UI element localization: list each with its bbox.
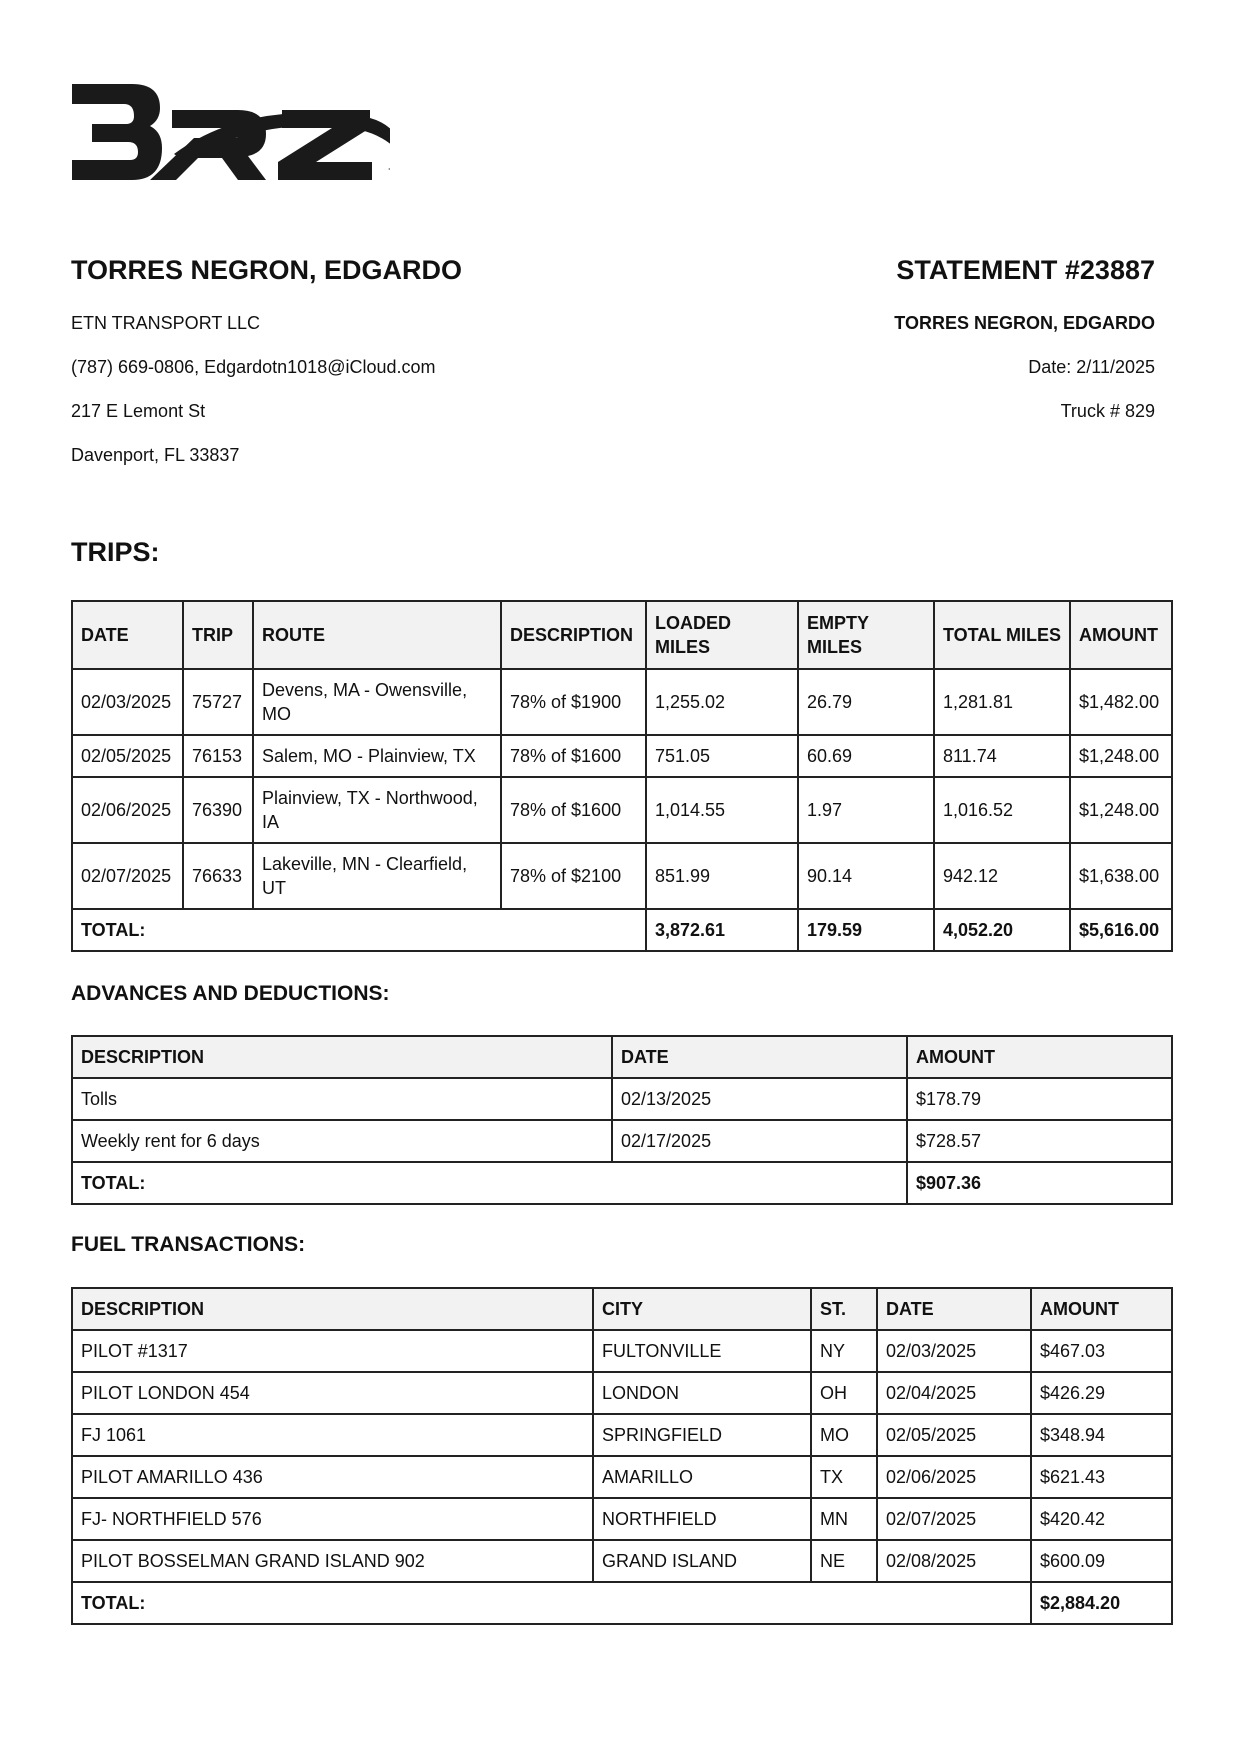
fuel-date: 02/07/2025 [877, 1498, 1031, 1540]
fuel-date: 02/05/2025 [877, 1414, 1031, 1456]
advances-total-amount: $907.36 [907, 1162, 1172, 1204]
advance-amount: $728.57 [907, 1120, 1172, 1162]
company-logo [70, 78, 390, 198]
trip-date: 02/06/2025 [72, 777, 183, 843]
col-header-loaded-miles: LOADED MILES [646, 601, 798, 669]
driver-address-street: 217 E Lemont St [71, 401, 206, 421]
fuel-date: 02/06/2025 [877, 1456, 1031, 1498]
col-header-date: DATE [72, 601, 183, 669]
advances-heading: ADVANCES AND DEDUCTIONS: [71, 982, 390, 1005]
col-header-amount: AMOUNT [1031, 1288, 1172, 1330]
advances-header-row [72, 1036, 1172, 1078]
col-header-date: DATE [877, 1288, 1031, 1330]
trips-heading: TRIPS: [71, 537, 160, 567]
trip-total-miles: 1,281.81 [934, 669, 1070, 735]
driver-name: TORRES NEGRON, EDGARDO [71, 255, 463, 285]
trip-amount: $1,482.00 [1070, 669, 1172, 735]
driver-company: ETN TRANSPORT LLC [71, 313, 261, 333]
table-row [72, 1120, 1172, 1162]
trip-date: 02/03/2025 [72, 669, 183, 735]
advance-date: 02/13/2025 [612, 1078, 907, 1120]
table-row [72, 1330, 1172, 1372]
statement-name: TORRES NEGRON, EDGARDO [894, 313, 1155, 333]
col-header-description: DESCRIPTION [72, 1288, 593, 1330]
col-header-amount: AMOUNT [907, 1036, 1172, 1078]
col-header-total-miles: TOTAL MILES [934, 601, 1070, 669]
trip-amount: $1,248.00 [1070, 735, 1172, 777]
trips-total-miles: 4,052.20 [934, 909, 1070, 951]
trip-date: 02/05/2025 [72, 735, 183, 777]
col-header-trip: TRIP [183, 601, 253, 669]
table-row [72, 777, 1172, 843]
table-row [72, 1414, 1172, 1456]
trip-number: 76153 [183, 735, 253, 777]
table-row [72, 669, 1172, 735]
advance-description: Tolls [72, 1078, 612, 1120]
advances-table [71, 1035, 1173, 1205]
driver-address-city: Davenport, FL 33837 [71, 445, 240, 465]
table-row [72, 1540, 1172, 1582]
fuel-date: 02/03/2025 [877, 1330, 1031, 1372]
trip-number: 76633 [183, 843, 253, 909]
fuel-city: FULTONVILLE [593, 1330, 811, 1372]
trip-total-miles: 942.12 [934, 843, 1070, 909]
trip-empty-miles: 1.97 [798, 777, 934, 843]
trip-description: 78% of $1600 [501, 777, 646, 843]
fuel-table [71, 1287, 1173, 1625]
fuel-amount: $420.42 [1031, 1498, 1172, 1540]
driver-contact: (787) 669-0806, Edgardotn1018@iCloud.com [71, 357, 436, 377]
fuel-total-label: TOTAL: [72, 1582, 1031, 1624]
trips-total-label: TOTAL: [72, 909, 646, 951]
trip-number: 76390 [183, 777, 253, 843]
advance-description: Weekly rent for 6 days [72, 1120, 612, 1162]
fuel-city: SPRINGFIELD [593, 1414, 811, 1456]
trips-header-row [72, 601, 1172, 669]
col-header-description: DESCRIPTION [501, 601, 646, 669]
fuel-amount: $467.03 [1031, 1330, 1172, 1372]
fuel-state: NE [811, 1540, 877, 1582]
col-header-state: ST. [811, 1288, 877, 1330]
fuel-state: MN [811, 1498, 877, 1540]
trips-table [71, 600, 1173, 952]
col-header-date: DATE [612, 1036, 907, 1078]
advances-total-row [72, 1162, 1172, 1204]
fuel-city: NORTHFIELD [593, 1498, 811, 1540]
trip-total-miles: 811.74 [934, 735, 1070, 777]
trip-route: Devens, MA - Owensville, MO [253, 669, 501, 735]
statement-title: STATEMENT #23887 [896, 255, 1155, 285]
statement-truck: Truck # 829 [1060, 401, 1155, 421]
trip-route: Plainview, TX - Northwood, IA [253, 777, 501, 843]
trip-empty-miles: 26.79 [798, 669, 934, 735]
trips-total-empty-miles: 179.59 [798, 909, 934, 951]
trip-loaded-miles: 1,255.02 [646, 669, 798, 735]
advance-date: 02/17/2025 [612, 1120, 907, 1162]
fuel-date: 02/04/2025 [877, 1372, 1031, 1414]
fuel-description: FJ- NORTHFIELD 576 [72, 1498, 593, 1540]
trips-total-loaded-miles: 3,872.61 [646, 909, 798, 951]
trip-empty-miles: 90.14 [798, 843, 934, 909]
trip-total-miles: 1,016.52 [934, 777, 1070, 843]
col-header-city: CITY [593, 1288, 811, 1330]
fuel-city: GRAND ISLAND [593, 1540, 811, 1582]
trip-description: 78% of $1900 [501, 669, 646, 735]
fuel-amount: $426.29 [1031, 1372, 1172, 1414]
trip-amount: $1,248.00 [1070, 777, 1172, 843]
trip-route: Lakeville, MN - Clearfield, UT [253, 843, 501, 909]
fuel-state: OH [811, 1372, 877, 1414]
trips-total-amount: $5,616.00 [1070, 909, 1172, 951]
trip-loaded-miles: 851.99 [646, 843, 798, 909]
trip-date: 02/07/2025 [72, 843, 183, 909]
col-header-description: DESCRIPTION [72, 1036, 612, 1078]
trip-loaded-miles: 1,014.55 [646, 777, 798, 843]
trip-description: 78% of $1600 [501, 735, 646, 777]
statement-date: Date: 2/11/2025 [1028, 357, 1155, 377]
fuel-city: AMARILLO [593, 1456, 811, 1498]
col-header-amount: AMOUNT [1070, 601, 1172, 669]
fuel-description: FJ 1061 [72, 1414, 593, 1456]
trip-description: 78% of $2100 [501, 843, 646, 909]
logo-letter-b [72, 84, 162, 180]
col-header-route: ROUTE [253, 601, 501, 669]
table-row [72, 735, 1172, 777]
fuel-date: 02/08/2025 [877, 1540, 1031, 1582]
trips-total-row [72, 909, 1172, 951]
fuel-total-amount: $2,884.20 [1031, 1582, 1172, 1624]
fuel-amount: $348.94 [1031, 1414, 1172, 1456]
table-row [72, 843, 1172, 909]
logo-star-icon [388, 156, 390, 182]
fuel-heading: FUEL TRANSACTIONS: [71, 1233, 306, 1256]
table-row [72, 1372, 1172, 1414]
trip-number: 75727 [183, 669, 253, 735]
advances-total-label: TOTAL: [72, 1162, 907, 1204]
trip-route: Salem, MO - Plainview, TX [253, 735, 501, 777]
fuel-amount: $621.43 [1031, 1456, 1172, 1498]
fuel-amount: $600.09 [1031, 1540, 1172, 1582]
table-row [72, 1456, 1172, 1498]
fuel-header-row [72, 1288, 1172, 1330]
fuel-total-row [72, 1582, 1172, 1624]
table-row [72, 1078, 1172, 1120]
trip-loaded-miles: 751.05 [646, 735, 798, 777]
fuel-city: LONDON [593, 1372, 811, 1414]
fuel-state: NY [811, 1330, 877, 1372]
fuel-description: PILOT LONDON 454 [72, 1372, 593, 1414]
trip-empty-miles: 60.69 [798, 735, 934, 777]
fuel-state: TX [811, 1456, 877, 1498]
col-header-empty-miles: EMPTY MILES [798, 601, 934, 669]
fuel-state: MO [811, 1414, 877, 1456]
trip-amount: $1,638.00 [1070, 843, 1172, 909]
fuel-description: PILOT AMARILLO 436 [72, 1456, 593, 1498]
table-row [72, 1498, 1172, 1540]
fuel-description: PILOT #1317 [72, 1330, 593, 1372]
advance-amount: $178.79 [907, 1078, 1172, 1120]
fuel-description: PILOT BOSSELMAN GRAND ISLAND 902 [72, 1540, 593, 1582]
